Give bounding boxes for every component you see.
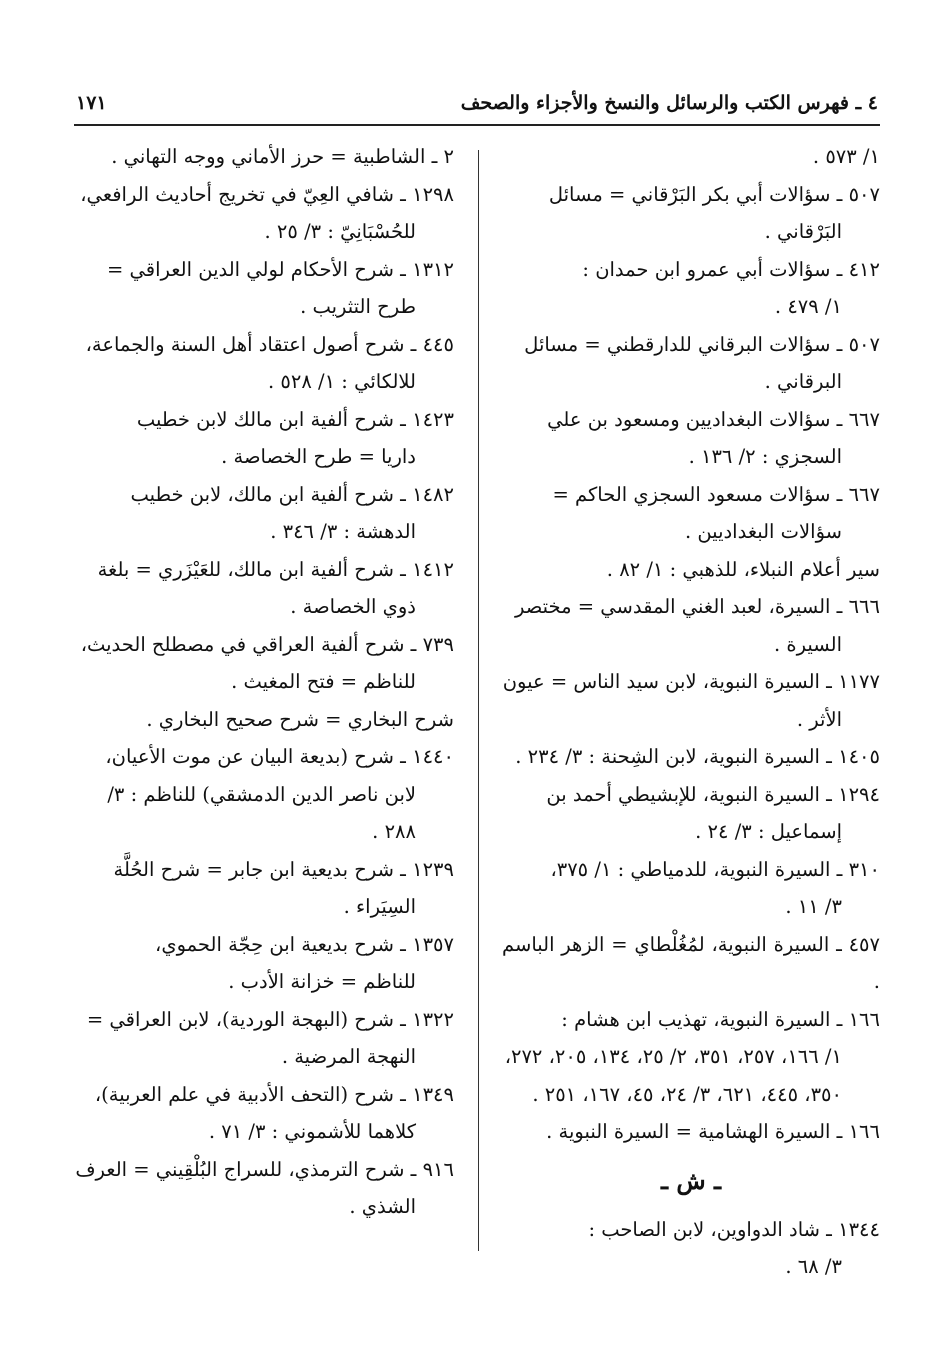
entry-text: ١٤٤٠ ـ شرح (بديعة البيان عن موت الأعيان، bbox=[105, 745, 454, 768]
entry-text: ٤٤٥ ـ شرح أصول اعتقاد أهل السنة والجماعة، bbox=[85, 332, 454, 356]
index-entry bbox=[74, 851, 454, 926]
entry-text: ٩١٦ ـ شرح الترمذي، للسراج البُلْقِيني = العرف bbox=[75, 1157, 454, 1181]
index-entry bbox=[74, 138, 454, 176]
entry-text: ٤١٢ ـ سؤالات أبي عمرو ابن حمدان : bbox=[582, 257, 880, 281]
entry-continuation: السِيَراء . bbox=[343, 895, 416, 918]
entry-continuation: كلاهما للأشموني : ٣/ ٧١ . bbox=[208, 1120, 416, 1143]
entry-continuation: الأثر . bbox=[796, 707, 842, 731]
index-entry bbox=[502, 663, 880, 738]
entry-text: ٦٦٧ ـ سؤالات البغداديين ومسعود بن علي bbox=[547, 407, 880, 431]
page-number: ١٧١ bbox=[76, 92, 107, 114]
page-header bbox=[76, 88, 878, 118]
entry-text: ١٢٩٨ ـ شافي العِيّ في تخريج أحاديث الرافعي، bbox=[80, 182, 454, 206]
entry-continuation: داريا = طرح الخصاصة . bbox=[221, 445, 416, 468]
entry-text: ١٤٠٥ ـ السيرة النبوية، لابن الشِحنة : ٣/ ٢٣٤ . bbox=[515, 745, 880, 768]
index-entry bbox=[502, 851, 880, 926]
index-entry bbox=[74, 738, 454, 851]
index-entry bbox=[502, 738, 880, 776]
index-entry bbox=[74, 326, 454, 401]
entry-text: ١٤٨٢ ـ شرح ألفية ابن مالك، لابن خطيب bbox=[130, 482, 454, 506]
entry-continuation: السجزي : ٢/ ١٣٦ . bbox=[688, 445, 842, 468]
entry-text: ٢ ـ الشاطبية = حرز الأماني ووجه التهاني . bbox=[111, 145, 454, 168]
entry-text: ٥٠٧ ـ سؤالات البرقاني للدارقطني = مسائل bbox=[524, 332, 880, 356]
entry-text: شرح البخاري = شرح صحيح البخاري . bbox=[146, 707, 454, 731]
index-entry bbox=[502, 551, 880, 589]
index-entry bbox=[74, 1076, 454, 1151]
entry-text: ٣١٠ ـ السيرة النبوية، للدمياطي : ١/ ٣٧٥، bbox=[550, 857, 880, 881]
entry-text: ٦٦٧ ـ سؤالات مسعود السجزي الحاكم = bbox=[552, 482, 880, 506]
entry-continuation: النهجة المرضية . bbox=[281, 1045, 416, 1068]
entry-text: ١٢٣٩ ـ شرح بديعية ابن جابر = شرح الحُلَّة bbox=[113, 857, 454, 881]
entry-text: ٧٣٩ ـ شرح ألفية العراقي في مصطلح الحديث، bbox=[80, 632, 454, 656]
entry-continuation: ١/ ٤٧٩ . bbox=[774, 295, 842, 318]
index-entry bbox=[502, 476, 880, 551]
entry-continuation: طرح التثريب . bbox=[300, 295, 416, 318]
index-entry bbox=[74, 1001, 454, 1076]
index-entry bbox=[502, 926, 880, 1001]
entry-text: ١٣٤٤ ـ شاد الدواوين، لابن الصاحب : bbox=[588, 1217, 880, 1241]
entry-text: ٤٥٧ ـ السيرة النبوية، لمُغُلْطاي = الزهر الباسم . bbox=[502, 932, 880, 993]
entry-text: ١٤٢٣ ـ شرح ألفية ابن مالك لابن خطيب bbox=[136, 407, 454, 431]
left-column bbox=[74, 138, 454, 1226]
index-entry bbox=[74, 926, 454, 1001]
entry-continuation: للناظم = خزانة الأدب . bbox=[228, 970, 416, 993]
index-entry bbox=[502, 401, 880, 476]
section-heading: ـ ش ـ bbox=[660, 1165, 722, 1195]
entry-continuation: البرقاني . bbox=[764, 370, 842, 393]
index-entry bbox=[502, 251, 880, 326]
entry-text: ٥٠٧ ـ سؤالات أبي بكر البَرْقاني = مسائل bbox=[548, 182, 880, 206]
index-entry bbox=[74, 701, 454, 739]
index-entry bbox=[74, 176, 454, 251]
entry-text: ١٦٦ ـ السيرة النبوية، تهذيب ابن هشام : bbox=[561, 1007, 880, 1031]
entry-continuation: البَرْقاني . bbox=[764, 220, 842, 243]
index-entry bbox=[74, 476, 454, 551]
entry-continuation: سؤالات البغداديين . bbox=[684, 520, 842, 543]
entry-continuation: ٣/ ١١ . bbox=[785, 895, 842, 918]
entry-text: ١/ ٥٧٣ . bbox=[812, 145, 880, 168]
entry-text: ١٣٤٩ ـ شرح (التحف الأدبية في علم العربية)، bbox=[94, 1082, 454, 1106]
header-rule bbox=[74, 124, 880, 126]
entry-text: ١٣٢٢ ـ شرح (البهجة الوردية)، لابن العراقي = bbox=[86, 1007, 454, 1031]
index-entry bbox=[502, 1001, 880, 1114]
entry-continuation: ٣/ ٦٨ . bbox=[785, 1255, 842, 1278]
index-entry bbox=[502, 776, 880, 851]
entry-continuation: الدهشة : ٣/ ٣٤٦ . bbox=[270, 520, 416, 543]
index-entry bbox=[74, 1151, 454, 1226]
index-entry bbox=[502, 588, 880, 663]
entry-text: ١٣١٢ ـ شرح الأحكام لولي الدين العراقي = bbox=[106, 257, 454, 281]
entry-text: ١١٧٧ ـ السيرة النبوية، لابن سيد الناس = عيون bbox=[502, 670, 880, 693]
entry-continuation: ذوي الخصاصة . bbox=[290, 595, 416, 618]
entry-continuation: إسماعيل : ٣/ ٢٤ . bbox=[695, 820, 842, 843]
index-entry bbox=[74, 251, 454, 326]
index-entry bbox=[502, 138, 880, 176]
entry-text: ١٤١٢ ـ شرح ألفية ابن مالك، للعَيْزَري = بلغة bbox=[97, 557, 454, 581]
entry-text: ١٣٥٧ ـ شرح بديعية ابن حِجّة الحموي، bbox=[155, 932, 454, 956]
index-entry bbox=[502, 1113, 880, 1151]
entry-continuation: السيرة . bbox=[773, 632, 842, 656]
entry-continuation: لابن ناصر الدين الدمشقي) للناظم : ٣/ ٢٨٨ . bbox=[107, 782, 416, 843]
entry-text: ١٦٦ ـ السيرة الهشامية = السيرة النبوية . bbox=[546, 1120, 880, 1143]
entry-continuation: الشذي . bbox=[349, 1195, 416, 1218]
index-entry bbox=[74, 551, 454, 626]
index-entry bbox=[502, 326, 880, 401]
entry-continuation: للحُسْبَانِيّ : ٣/ ٢٥ . bbox=[264, 220, 416, 243]
entry-text: ٦٦٦ ـ السيرة، لعبد الغني المقدسي = مختصر bbox=[514, 595, 880, 618]
index-entry bbox=[74, 401, 454, 476]
entry-text: سير أعلام النبلاء، للذهبي : ١/ ٨٢ . bbox=[606, 557, 880, 581]
index-entry bbox=[502, 1211, 880, 1286]
entry-text: ١٢٩٤ ـ السيرة النبوية، للإبشيطي أحمد بن bbox=[546, 782, 880, 806]
column-divider bbox=[478, 150, 479, 1251]
entry-continuation: ١/ ١٦٦، ٢٥٧، ٣٥١، ٢/ ٢٥، ١٣٤، ٢٠٥، ٢٧٢، ٣٥٠، ٤٤٥، ٦٢١، ٣/ ٢٤، ٤٥، ١٦٧، ٢٥١ . bbox=[504, 1045, 842, 1106]
entry-continuation: للناظم = فتح المغيث . bbox=[231, 670, 416, 693]
index-entry bbox=[502, 176, 880, 251]
right-column bbox=[502, 138, 880, 1286]
running-title: ٤ ـ فهرس الكتب والرسائل والنسخ والأجزاء والصحف bbox=[460, 92, 878, 114]
entry-continuation: للالكائي : ١/ ٥٢٨ . bbox=[268, 370, 416, 393]
index-entry bbox=[74, 626, 454, 701]
